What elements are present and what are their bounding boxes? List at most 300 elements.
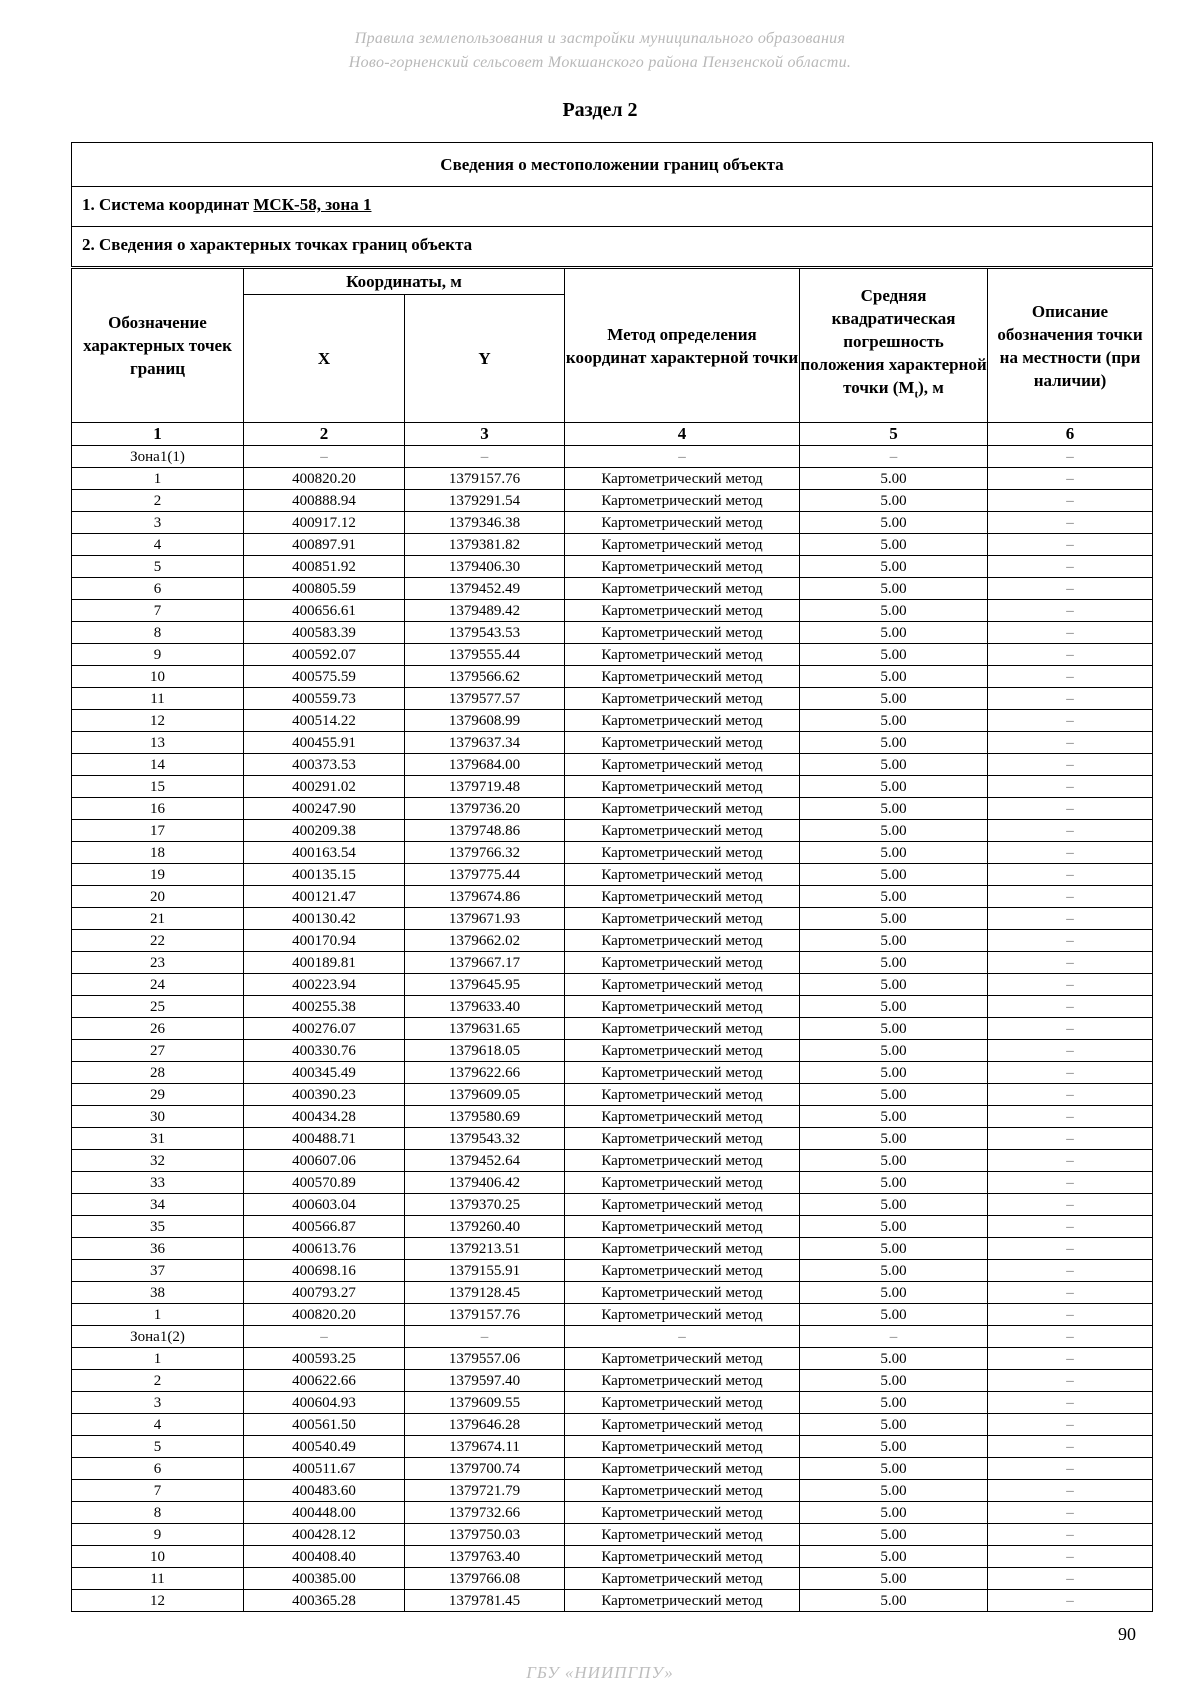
point-description: – [988, 952, 1153, 974]
y-coordinate: – [405, 446, 565, 468]
table-row [72, 1216, 1153, 1238]
y-coordinate: 1379750.03 [405, 1524, 565, 1546]
method: Картометрический метод [565, 1018, 800, 1040]
x-coordinate: 400514.22 [244, 710, 405, 732]
table-row [72, 798, 1153, 820]
y-coordinate: 1379557.06 [405, 1348, 565, 1370]
method: Картометрический метод [565, 908, 800, 930]
y-coordinate: 1379381.82 [405, 534, 565, 556]
point-designation: 6 [72, 578, 244, 600]
point-description: – [988, 1282, 1153, 1304]
y-coordinate: 1379763.40 [405, 1546, 565, 1568]
point-description: – [988, 1414, 1153, 1436]
point-designation: Зона1(2) [72, 1326, 244, 1348]
y-coordinate: 1379452.64 [405, 1150, 565, 1172]
table-row [72, 974, 1153, 996]
mean-error: 5.00 [800, 1524, 988, 1546]
header-designation: Обозначение характерных точек границ [72, 269, 244, 423]
x-coordinate: 400121.47 [244, 886, 405, 908]
point-designation: 35 [72, 1216, 244, 1238]
point-designation: 18 [72, 842, 244, 864]
point-description: – [988, 710, 1153, 732]
info-box-title: Сведения о местоположении границ объекта [72, 143, 1152, 187]
table-row [72, 1414, 1153, 1436]
point-description: – [988, 534, 1153, 556]
x-coordinate: 400607.06 [244, 1150, 405, 1172]
point-description: – [988, 1524, 1153, 1546]
header-error-line2: точки (M [843, 378, 915, 398]
point-description: – [988, 1436, 1153, 1458]
mean-error: 5.00 [800, 468, 988, 490]
method: Картометрический метод [565, 556, 800, 578]
mean-error: 5.00 [800, 622, 988, 644]
point-designation: 30 [72, 1106, 244, 1128]
y-coordinate: 1379719.48 [405, 776, 565, 798]
mean-error: 5.00 [800, 1546, 988, 1568]
method: Картометрический метод [565, 776, 800, 798]
point-description: – [988, 666, 1153, 688]
method: Картометрический метод [565, 1392, 800, 1414]
coord-system-label: 1. Система координат [82, 195, 250, 214]
table-row [72, 1062, 1153, 1084]
method: Картометрический метод [565, 490, 800, 512]
method: Картометрический метод [565, 1568, 800, 1590]
method: Картометрический метод [565, 1458, 800, 1480]
point-designation: 11 [72, 688, 244, 710]
y-coordinate: 1379609.55 [405, 1392, 565, 1414]
mean-error: 5.00 [800, 908, 988, 930]
x-coordinate: 400820.20 [244, 1304, 405, 1326]
mean-error: – [800, 1326, 988, 1348]
point-designation: 15 [72, 776, 244, 798]
mean-error: 5.00 [800, 1458, 988, 1480]
point-designation: 34 [72, 1194, 244, 1216]
point-designation: 27 [72, 1040, 244, 1062]
method: Картометрический метод [565, 1062, 800, 1084]
y-coordinate: 1379622.66 [405, 1062, 565, 1084]
x-coordinate: 400656.61 [244, 600, 405, 622]
method: Картометрический метод [565, 974, 800, 996]
y-coordinate: – [405, 1326, 565, 1348]
point-designation: 1 [72, 1348, 244, 1370]
point-designation: 10 [72, 1546, 244, 1568]
point-designation: 20 [72, 886, 244, 908]
table-row [72, 864, 1153, 886]
table-row [72, 952, 1153, 974]
point-description: – [988, 1370, 1153, 1392]
mean-error: 5.00 [800, 1084, 988, 1106]
mean-error: 5.00 [800, 952, 988, 974]
y-coordinate: 1379157.76 [405, 1304, 565, 1326]
point-designation: 8 [72, 1502, 244, 1524]
point-description: – [988, 930, 1153, 952]
method: Картометрический метод [565, 996, 800, 1018]
point-description: – [988, 1392, 1153, 1414]
x-coordinate: 400604.93 [244, 1392, 405, 1414]
point-description: – [988, 776, 1153, 798]
y-coordinate: 1379674.86 [405, 886, 565, 908]
header-error-line3: ), м [918, 378, 944, 398]
header-y: Y [405, 295, 565, 423]
y-coordinate: 1379645.95 [405, 974, 565, 996]
mean-error: 5.00 [800, 534, 988, 556]
coord-system-row [72, 187, 1152, 227]
method: Картометрический метод [565, 1370, 800, 1392]
x-coordinate: 400592.07 [244, 644, 405, 666]
table-row [72, 644, 1153, 666]
table-row [72, 776, 1153, 798]
table-row [72, 842, 1153, 864]
point-designation: 16 [72, 798, 244, 820]
mean-error: 5.00 [800, 996, 988, 1018]
point-designation: 9 [72, 1524, 244, 1546]
method: Картометрический метод [565, 1282, 800, 1304]
footer-org: ГБУ «НИИПГПУ» [526, 1663, 674, 1682]
method: Картометрический метод [565, 644, 800, 666]
table-row [72, 1348, 1153, 1370]
point-description: – [988, 798, 1153, 820]
mean-error: 5.00 [800, 1062, 988, 1084]
method: Картометрический метод [565, 798, 800, 820]
y-coordinate: 1379775.44 [405, 864, 565, 886]
mean-error: 5.00 [800, 1568, 988, 1590]
x-coordinate: 400455.91 [244, 732, 405, 754]
page-number: 90 [1118, 1624, 1136, 1644]
mean-error: 5.00 [800, 1128, 988, 1150]
point-designation: 12 [72, 1590, 244, 1612]
x-coordinate: 400163.54 [244, 842, 405, 864]
table-row [72, 1150, 1153, 1172]
table-row [72, 732, 1153, 754]
header-error [800, 269, 988, 423]
table-row [72, 512, 1153, 534]
x-coordinate: 400247.90 [244, 798, 405, 820]
point-designation: 5 [72, 556, 244, 578]
x-coordinate: 400209.38 [244, 820, 405, 842]
point-designation: 25 [72, 996, 244, 1018]
x-coordinate: 400593.25 [244, 1348, 405, 1370]
header-coordinates: Координаты, м [244, 269, 565, 295]
point-designation: 2 [72, 1370, 244, 1392]
x-coordinate: 400255.38 [244, 996, 405, 1018]
table-row [72, 1590, 1153, 1612]
x-coordinate: 400373.53 [244, 754, 405, 776]
mean-error: 5.00 [800, 1282, 988, 1304]
y-coordinate: 1379213.51 [405, 1238, 565, 1260]
x-coordinate: 400385.00 [244, 1568, 405, 1590]
y-coordinate: 1379609.05 [405, 1084, 565, 1106]
method: Картометрический метод [565, 1524, 800, 1546]
method: Картометрический метод [565, 1150, 800, 1172]
point-description: – [988, 490, 1153, 512]
method: Картометрический метод [565, 1106, 800, 1128]
table-row [72, 688, 1153, 710]
mean-error: 5.00 [800, 864, 988, 886]
points-title: 2. Сведения о характерных точках границ объекта [72, 227, 1152, 267]
point-designation: 21 [72, 908, 244, 930]
mean-error: 5.00 [800, 490, 988, 512]
table-row [72, 1172, 1153, 1194]
mean-error: 5.00 [800, 886, 988, 908]
x-coordinate: 400345.49 [244, 1062, 405, 1084]
x-coordinate: 400622.66 [244, 1370, 405, 1392]
method: Картометрический метод [565, 1348, 800, 1370]
mean-error: – [800, 446, 988, 468]
table-row [72, 490, 1153, 512]
y-coordinate: 1379452.49 [405, 578, 565, 600]
y-coordinate: 1379662.02 [405, 930, 565, 952]
point-description: – [988, 600, 1153, 622]
y-coordinate: 1379577.57 [405, 688, 565, 710]
y-coordinate: 1379157.76 [405, 468, 565, 490]
y-coordinate: 1379637.34 [405, 732, 565, 754]
point-designation: 31 [72, 1128, 244, 1150]
mean-error: 5.00 [800, 732, 988, 754]
y-coordinate: 1379566.62 [405, 666, 565, 688]
table-row [72, 1370, 1153, 1392]
mean-error: 5.00 [800, 754, 988, 776]
point-designation: 3 [72, 512, 244, 534]
table-row [72, 534, 1153, 556]
x-coordinate: 400793.27 [244, 1282, 405, 1304]
table-row [72, 996, 1153, 1018]
x-coordinate: 400805.59 [244, 578, 405, 600]
running-header-line-1: Правила землепользования и застройки муниципального образования [354, 30, 846, 47]
method: Картометрический метод [565, 732, 800, 754]
point-description: – [988, 1040, 1153, 1062]
y-coordinate: 1379370.25 [405, 1194, 565, 1216]
point-description: – [988, 1590, 1153, 1612]
point-description: – [988, 1480, 1153, 1502]
method: Картометрический метод [565, 754, 800, 776]
table-row [72, 1524, 1153, 1546]
mean-error: 5.00 [800, 1436, 988, 1458]
point-description: – [988, 732, 1153, 754]
method: Картометрический метод [565, 1590, 800, 1612]
table-row [72, 1084, 1153, 1106]
y-coordinate: 1379631.65 [405, 1018, 565, 1040]
mean-error: 5.00 [800, 776, 988, 798]
x-coordinate: 400291.02 [244, 776, 405, 798]
x-coordinate: 400561.50 [244, 1414, 405, 1436]
method: Картометрический метод [565, 1040, 800, 1062]
point-description: – [988, 842, 1153, 864]
point-designation: 26 [72, 1018, 244, 1040]
point-description: – [988, 1128, 1153, 1150]
point-description: – [988, 1502, 1153, 1524]
method: Картометрический метод [565, 930, 800, 952]
table-row [72, 1458, 1153, 1480]
y-coordinate: 1379608.99 [405, 710, 565, 732]
table-row [72, 710, 1153, 732]
point-description: – [988, 1150, 1153, 1172]
point-description: – [988, 644, 1153, 666]
x-coordinate: 400276.07 [244, 1018, 405, 1040]
mean-error: 5.00 [800, 644, 988, 666]
point-description: – [988, 864, 1153, 886]
point-designation: 2 [72, 490, 244, 512]
info-box [71, 142, 1153, 267]
point-description: – [988, 1546, 1153, 1568]
method: Картометрический метод [565, 622, 800, 644]
mean-error: 5.00 [800, 1040, 988, 1062]
x-coordinate: – [244, 446, 405, 468]
point-description: – [988, 578, 1153, 600]
mean-error: 5.00 [800, 1590, 988, 1612]
point-designation: 29 [72, 1084, 244, 1106]
point-designation: 19 [72, 864, 244, 886]
table-row [72, 556, 1153, 578]
method: Картометрический метод [565, 842, 800, 864]
y-coordinate: 1379543.53 [405, 622, 565, 644]
mean-error: 5.00 [800, 710, 988, 732]
method: Картометрический метод [565, 1128, 800, 1150]
point-designation: 36 [72, 1238, 244, 1260]
mean-error: 5.00 [800, 1370, 988, 1392]
point-designation: 9 [72, 644, 244, 666]
method: Картометрический метод [565, 1194, 800, 1216]
col-number: 1 [72, 423, 244, 446]
x-coordinate: 400613.76 [244, 1238, 405, 1260]
method: Картометрический метод [565, 886, 800, 908]
col-number: 5 [800, 423, 988, 446]
y-coordinate: 1379766.32 [405, 842, 565, 864]
table-row [72, 1260, 1153, 1282]
table-row [72, 1326, 1153, 1348]
y-coordinate: 1379155.91 [405, 1260, 565, 1282]
mean-error: 5.00 [800, 688, 988, 710]
point-description: – [988, 468, 1153, 490]
mean-error: 5.00 [800, 930, 988, 952]
coord-system-value: МСК-58, зона 1 [253, 195, 372, 214]
mean-error: 5.00 [800, 1150, 988, 1172]
table-row [72, 820, 1153, 842]
point-designation: Зона1(1) [72, 446, 244, 468]
table-row [72, 1040, 1153, 1062]
mean-error: 5.00 [800, 1260, 988, 1282]
point-description: – [988, 512, 1153, 534]
method: Картометрический метод [565, 1216, 800, 1238]
point-designation: 7 [72, 1480, 244, 1502]
table-row [72, 886, 1153, 908]
point-designation: 13 [72, 732, 244, 754]
point-description: – [988, 1106, 1153, 1128]
x-coordinate: 400820.20 [244, 468, 405, 490]
y-coordinate: 1379732.66 [405, 1502, 565, 1524]
point-description: – [988, 1568, 1153, 1590]
mean-error: 5.00 [800, 974, 988, 996]
x-coordinate: 400130.42 [244, 908, 405, 930]
point-designation: 24 [72, 974, 244, 996]
method: – [565, 446, 800, 468]
mean-error: 5.00 [800, 666, 988, 688]
y-coordinate: 1379555.44 [405, 644, 565, 666]
table-row [72, 908, 1153, 930]
table-row [72, 1128, 1153, 1150]
point-designation: 4 [72, 1414, 244, 1436]
mean-error: 5.00 [800, 1304, 988, 1326]
y-coordinate: 1379128.45 [405, 1282, 565, 1304]
point-description: – [988, 908, 1153, 930]
point-description: – [988, 886, 1153, 908]
x-coordinate: 400583.39 [244, 622, 405, 644]
mean-error: 5.00 [800, 1238, 988, 1260]
y-coordinate: 1379700.74 [405, 1458, 565, 1480]
mean-error: 5.00 [800, 1480, 988, 1502]
point-description: – [988, 1304, 1153, 1326]
point-description: – [988, 1084, 1153, 1106]
point-description: – [988, 1260, 1153, 1282]
method: Картометрический метод [565, 710, 800, 732]
method: Картометрический метод [565, 468, 800, 490]
mean-error: 5.00 [800, 1216, 988, 1238]
x-coordinate: 400897.91 [244, 534, 405, 556]
mean-error: 5.00 [800, 600, 988, 622]
mean-error: 5.00 [800, 556, 988, 578]
header-x: X [244, 295, 405, 423]
y-coordinate: 1379748.86 [405, 820, 565, 842]
point-description: – [988, 622, 1153, 644]
point-designation: 3 [72, 1392, 244, 1414]
point-description: – [988, 754, 1153, 776]
y-coordinate: 1379781.45 [405, 1590, 565, 1612]
x-coordinate: 400365.28 [244, 1590, 405, 1612]
x-coordinate: 400566.87 [244, 1216, 405, 1238]
method: Картометрический метод [565, 1502, 800, 1524]
method: Картометрический метод [565, 820, 800, 842]
column-number-row [72, 423, 1153, 446]
method: Картометрический метод [565, 1436, 800, 1458]
y-coordinate: 1379721.79 [405, 1480, 565, 1502]
x-coordinate: 400540.49 [244, 1436, 405, 1458]
method: Картометрический метод [565, 1480, 800, 1502]
x-coordinate: 400434.28 [244, 1106, 405, 1128]
point-designation: 7 [72, 600, 244, 622]
method: Картометрический метод [565, 578, 800, 600]
mean-error: 5.00 [800, 512, 988, 534]
x-coordinate: 400170.94 [244, 930, 405, 952]
x-coordinate: – [244, 1326, 405, 1348]
point-designation: 33 [72, 1172, 244, 1194]
mean-error: 5.00 [800, 578, 988, 600]
header-method: Метод определения координат характерной точки [565, 269, 800, 423]
method: Картометрический метод [565, 688, 800, 710]
method: Картометрический метод [565, 1238, 800, 1260]
y-coordinate: 1379646.28 [405, 1414, 565, 1436]
table-row [72, 1194, 1153, 1216]
y-coordinate: 1379618.05 [405, 1040, 565, 1062]
x-coordinate: 400390.23 [244, 1084, 405, 1106]
x-coordinate: 400888.94 [244, 490, 405, 512]
y-coordinate: 1379489.42 [405, 600, 565, 622]
y-coordinate: 1379597.40 [405, 1370, 565, 1392]
x-coordinate: 400223.94 [244, 974, 405, 996]
method: Картометрический метод [565, 512, 800, 534]
y-coordinate: 1379346.38 [405, 512, 565, 534]
x-coordinate: 400559.73 [244, 688, 405, 710]
point-description: – [988, 556, 1153, 578]
table-row [72, 1106, 1153, 1128]
table-row [72, 1502, 1153, 1524]
method: Картометрический метод [565, 1084, 800, 1106]
y-coordinate: 1379667.17 [405, 952, 565, 974]
table-row [72, 754, 1153, 776]
point-description: – [988, 1172, 1153, 1194]
method: Картометрический метод [565, 1260, 800, 1282]
y-coordinate: 1379543.32 [405, 1128, 565, 1150]
point-description: – [988, 1216, 1153, 1238]
x-coordinate: 400698.16 [244, 1260, 405, 1282]
